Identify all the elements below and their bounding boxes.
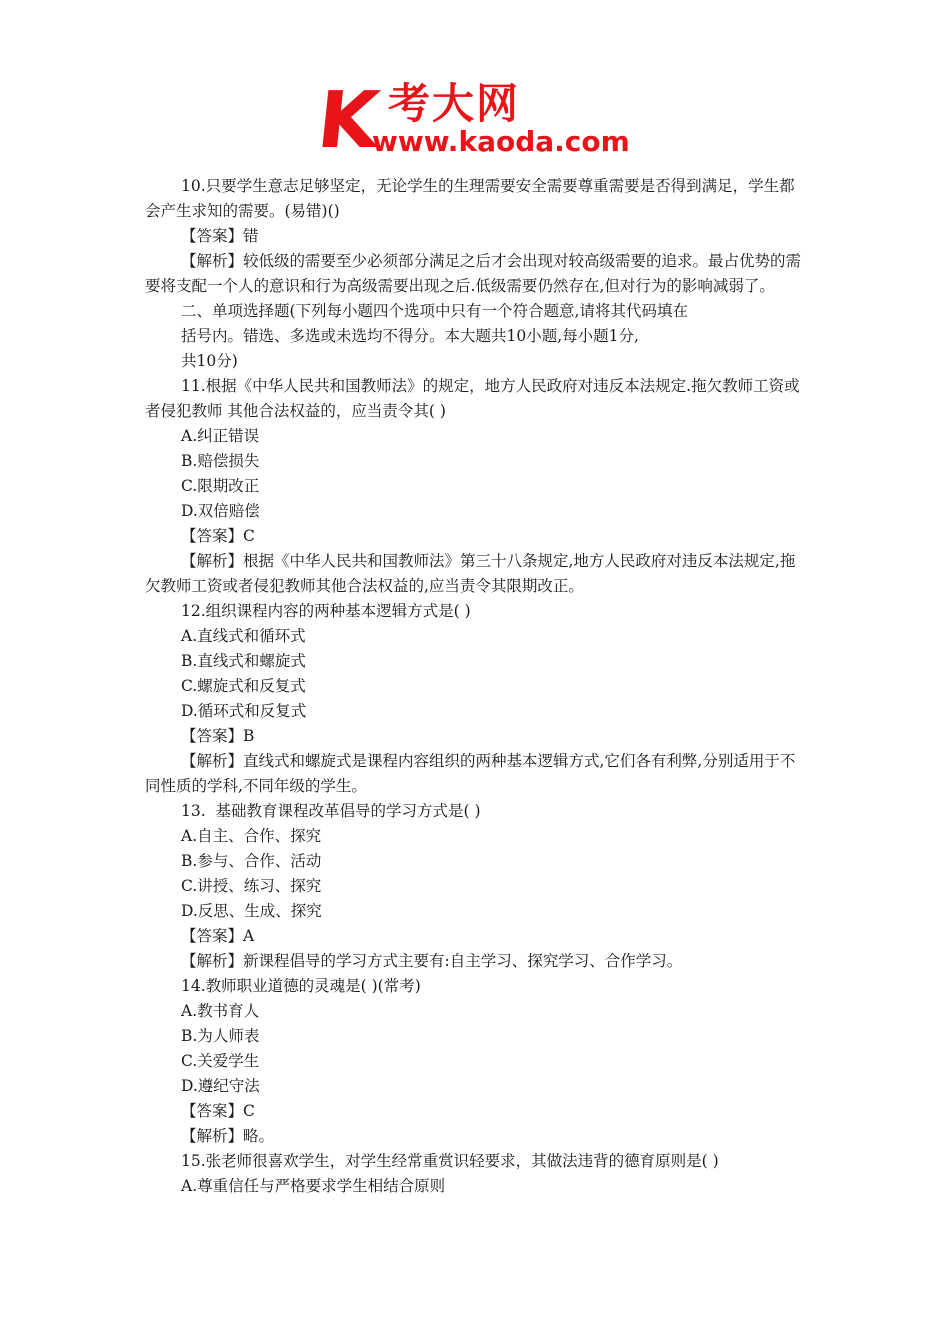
- analysis-line: 【解析】直线式和螺旋式是课程内容组织的两种基本逻辑方式,它们各有利弊,分别适用于不同性质的学科,不同年级的学生。: [145, 752, 796, 795]
- question-line: 14.教师职业道德的灵魂是( )(常考): [181, 977, 421, 995]
- option-line: B.直线式和螺旋式: [181, 652, 306, 670]
- option-line: D.遵纪守法: [181, 1077, 260, 1095]
- document-body: [145, 174, 810, 1199]
- option-line: A.自主、合作、探究: [181, 827, 322, 845]
- question-line: 15.张老师很喜欢学生，对学生经常重赏识轻要求，其做法违背的德育原则是( ): [181, 1152, 719, 1170]
- option-line: C.限期改正: [181, 477, 260, 495]
- question-line: 10.只要学生意志足够坚定，无论学生的生理需要安全需要尊重需要是否得到满足，学生都会产生求知的需要。(易错)(): [145, 177, 795, 220]
- kaoda-logo: [313, 76, 640, 166]
- option-line: B.赔偿损失: [181, 452, 260, 470]
- option-line: C.螺旋式和反复式: [181, 677, 306, 695]
- paragraph: 二、单项选择题(下列每小题四个选项中只有一个符合题意,请将其代码填在: [181, 302, 688, 320]
- logo-site-url: www.kaoda.com: [372, 125, 630, 158]
- option-line: C.讲授、练习、探究: [181, 877, 322, 895]
- answer-line: 【答案】B: [181, 727, 255, 745]
- question-line: 13. 基础教育课程改革倡导的学习方式是( ): [181, 802, 481, 820]
- option-line: A.直线式和循环式: [181, 627, 306, 645]
- question-line: 12.组织课程内容的两种基本逻辑方式是( ): [181, 602, 471, 620]
- analysis-line: 【解析】根据《中华人民共和国教师法》第三十八条规定,地方人民政府对违反本法规定,拖欠教师工资或者侵犯教师其他合法权益的,应当责令其限期改正。: [145, 552, 796, 595]
- option-line: A.纠正错误: [181, 427, 260, 445]
- option-line: B.为人师表: [181, 1027, 260, 1045]
- paragraph: 共10分): [181, 352, 238, 370]
- option-line: A.教书育人: [181, 1002, 260, 1020]
- option-line: B.参与、合作、活动: [181, 852, 322, 870]
- analysis-line: 【解析】略。: [181, 1127, 275, 1145]
- analysis-line: 【解析】较低级的需要至少必须部分满足之后才会出现对较高级需要的追求。最占优势的需要将支配一个人的意识和行为高级需要出现之后.低级需要仍然存在,但对行为的影响减弱了。: [145, 252, 802, 295]
- question-line: 11.根据《中华人民共和国教师法》的规定，地方人民政府对违反本法规定.拖欠教师工资或者侵犯教师 其他合法权益的，应当责令其( ): [145, 377, 800, 420]
- option-line: D.双倍赔偿: [181, 502, 260, 520]
- answer-line: 【答案】A: [181, 927, 255, 945]
- analysis-line: 【解析】新课程倡导的学习方式主要有:自主学习、探究学习、合作学习。: [181, 952, 683, 970]
- paragraph: 括号内。错选、多选或未选均不得分。本大题共10小题,每小题1分,: [181, 327, 639, 345]
- answer-line: 【答案】错: [181, 227, 259, 245]
- logo-site-name: 考大网: [388, 79, 521, 128]
- option-line: D.反思、生成、探究: [181, 902, 322, 920]
- option-line: A.尊重信任与严格要求学生相结合原则: [181, 1177, 446, 1195]
- logo-k-mark: K: [313, 76, 380, 166]
- answer-line: 【答案】C: [181, 527, 255, 545]
- option-line: C.关爱学生: [181, 1052, 260, 1070]
- answer-line: 【答案】C: [181, 1102, 255, 1120]
- option-line: D.循环式和反复式: [181, 702, 307, 720]
